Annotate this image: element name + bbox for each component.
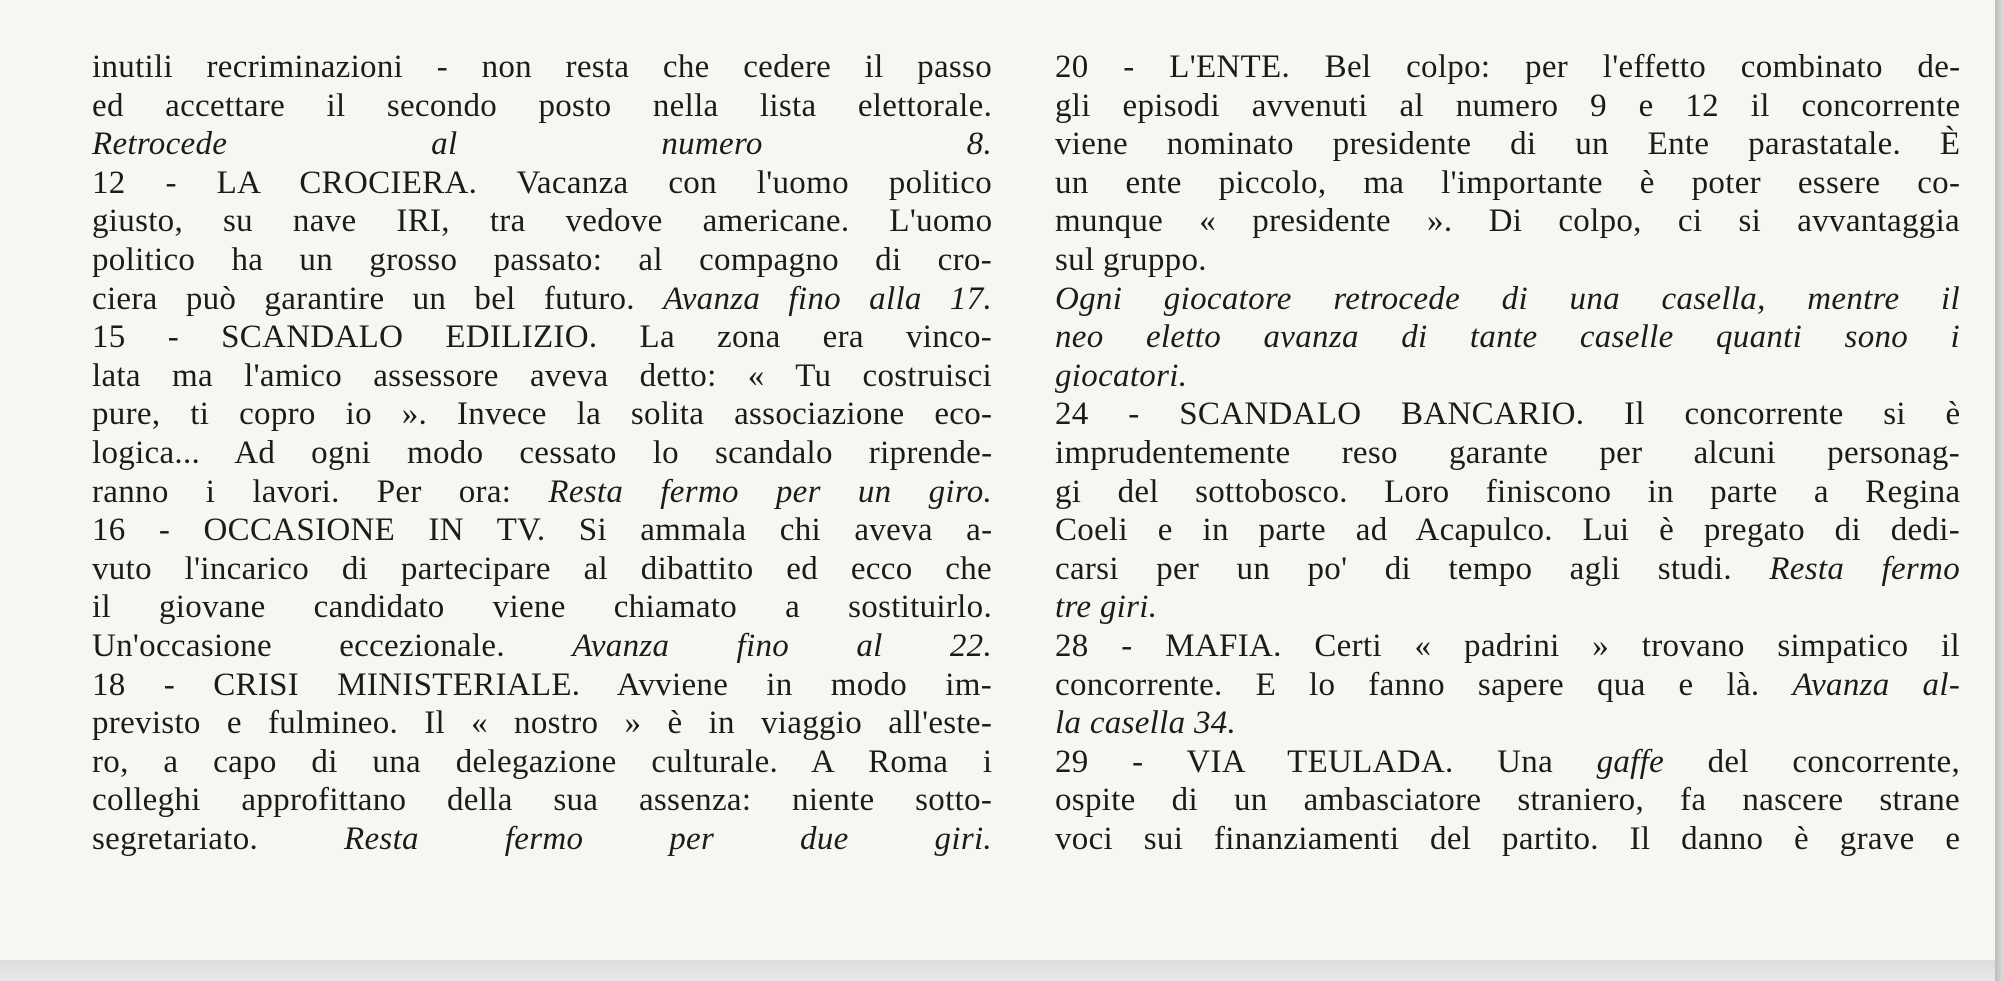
line-text: vuto l'incarico di partecipare al dibattito ed ecco che xyxy=(92,550,992,587)
text-line xyxy=(92,164,992,203)
line-text: Retrocede al numero 8. xyxy=(92,126,992,163)
line-text: 15 - SCANDALO EDILIZIO. La zona era vinco- xyxy=(92,319,993,356)
left-text-column xyxy=(92,48,992,858)
text-line xyxy=(1055,280,1960,319)
text-line xyxy=(92,125,992,164)
italic-instruction: Avanza fino alla 17. xyxy=(663,280,993,317)
line-text: 20 - L'ENTE. Bel colpo: per l'effetto combinato de- xyxy=(1055,49,1961,85)
line-text: viene nominato presidente di un Ente parastatale. È xyxy=(1055,126,1961,163)
text-line xyxy=(92,280,992,319)
text-line xyxy=(1055,627,1960,666)
text-line xyxy=(1055,318,1960,357)
text-line xyxy=(92,395,992,434)
line-text: 18 - CRISI MINISTERIALE. Avviene in modo im- xyxy=(92,666,992,703)
text-line xyxy=(92,550,992,589)
line-text: 29 - VIA TEULADA. Una xyxy=(1055,743,1597,780)
text-line xyxy=(92,434,992,473)
line-text: del concorrente, xyxy=(1664,743,1960,780)
text-line xyxy=(92,357,992,396)
line-text: la casella 34. xyxy=(1055,705,1237,742)
line-text: tre giri. xyxy=(1055,589,1158,626)
line-text: gi del sottobosco. Loro finiscono in parte a Regina xyxy=(1055,473,1961,510)
scan-bottom-edge xyxy=(0,960,2003,981)
line-text: munque « presidente ». Di colpo, ci si avvantaggia xyxy=(1055,203,1960,240)
text-line xyxy=(92,318,992,357)
line-text: un ente piccolo, ma l'importante è poter essere co- xyxy=(1055,164,1961,201)
text-line xyxy=(1055,434,1960,473)
text-line xyxy=(92,820,992,859)
text-line xyxy=(92,241,992,280)
line-text: Ogni giocatore retrocede di una casella, mentre il xyxy=(1055,280,1960,317)
text-line xyxy=(1055,357,1960,396)
text-line xyxy=(1055,473,1960,512)
line-text: ranno i lavori. Per ora: xyxy=(92,473,549,510)
text-line xyxy=(1055,820,1960,859)
line-text: concorrente. E lo fanno sapere qua e là. xyxy=(1055,666,1793,703)
text-line xyxy=(1055,781,1960,820)
line-text: gli episodi avvenuti al numero 9 e 12 il concorrente xyxy=(1055,87,1961,124)
text-line xyxy=(1055,241,1960,280)
line-text: inutili recriminazioni - non resta che cedere il passo xyxy=(92,49,992,85)
line-text: neo eletto avanza di tante caselle quanti sono i xyxy=(1055,319,1960,356)
text-line xyxy=(92,627,992,666)
line-text: ed accettare il secondo posto nella lista elettorale. xyxy=(92,87,993,124)
text-line xyxy=(92,48,992,87)
text-line xyxy=(1055,666,1960,705)
line-text: logica... Ad ogni modo cessato lo scandalo riprende- xyxy=(92,434,993,471)
line-text: voci sui finanziamenti del partito. Il danno è grave e xyxy=(1055,820,1961,857)
text-line xyxy=(1055,588,1960,627)
text-line xyxy=(92,87,992,126)
text-line xyxy=(1055,164,1960,203)
text-line xyxy=(1055,87,1960,126)
text-line xyxy=(92,781,992,820)
text-line xyxy=(1055,743,1960,782)
text-line xyxy=(92,511,992,550)
line-text: politico ha un grosso passato: al compagno di cro- xyxy=(92,241,992,278)
text-line xyxy=(92,704,992,743)
line-text: segretariato. xyxy=(92,820,345,857)
text-line xyxy=(1055,704,1960,743)
text-line xyxy=(1055,511,1960,550)
line-text: giocatori. xyxy=(1055,357,1188,394)
line-text: pure, ti copro io ». Invece la solita associazione eco- xyxy=(92,396,993,433)
line-text: 24 - SCANDALO BANCARIO. Il concorrente si è xyxy=(1055,396,1961,433)
line-text: ciera può garantire un bel futuro. xyxy=(92,280,664,317)
text-line xyxy=(1055,48,1960,87)
italic-instruction: Resta fermo per un giro. xyxy=(548,473,993,510)
italic-instruction: Avanza fino al 22. xyxy=(572,627,992,664)
line-text: 28 - MAFIA. Certi « padrini » trovano simpatico il xyxy=(1055,627,1960,664)
text-line xyxy=(1055,395,1960,434)
text-line xyxy=(92,666,992,705)
italic-instruction: gaffe xyxy=(1596,743,1665,780)
text-line xyxy=(92,743,992,782)
text-line xyxy=(92,473,992,512)
line-text: imprudentemente reso garante per alcuni personag- xyxy=(1055,434,1960,471)
line-text: il giovane candidato viene chiamato a sostituirlo. xyxy=(92,589,992,626)
italic-instruction: Resta fermo xyxy=(1769,550,1960,587)
italic-instruction: Resta fermo per due giri. xyxy=(344,820,992,857)
line-text: lata ma l'amico assessore aveva detto: « Tu costruisci xyxy=(92,357,992,394)
italic-instruction: Avanza al- xyxy=(1792,666,1961,703)
line-text: sul gruppo. xyxy=(1055,241,1207,278)
text-line xyxy=(1055,550,1960,589)
text-line xyxy=(92,588,992,627)
text-line xyxy=(1055,202,1960,241)
line-text: ospite di un ambasciatore straniero, fa nascere strane xyxy=(1055,782,1960,819)
line-text: ro, a capo di una delegazione culturale. A Roma i xyxy=(92,743,993,780)
text-line xyxy=(92,202,992,241)
line-text: carsi per un po' di tempo agli studi. xyxy=(1055,550,1770,587)
scan-right-edge xyxy=(1995,0,2003,981)
line-text: colleghi approfittano della sua assenza: niente sotto- xyxy=(92,782,993,819)
text-line xyxy=(1055,125,1960,164)
line-text: previsto e fulmineo. Il « nostro » è in viaggio all'este- xyxy=(92,705,993,742)
line-text: Un'occasione eccezionale. xyxy=(92,627,573,664)
right-text-column xyxy=(1055,48,1960,858)
line-text: Coeli e in parte ad Acapulco. Lui è pregato di dedi- xyxy=(1055,512,1960,549)
line-text: 16 - OCCASIONE IN TV. Si ammala chi aveva a- xyxy=(92,512,993,549)
line-text: 12 - LA CROCIERA. Vacanza con l'uomo politico xyxy=(92,164,992,201)
line-text: giusto, su nave IRI, tra vedove americane. L'uomo xyxy=(92,203,993,240)
